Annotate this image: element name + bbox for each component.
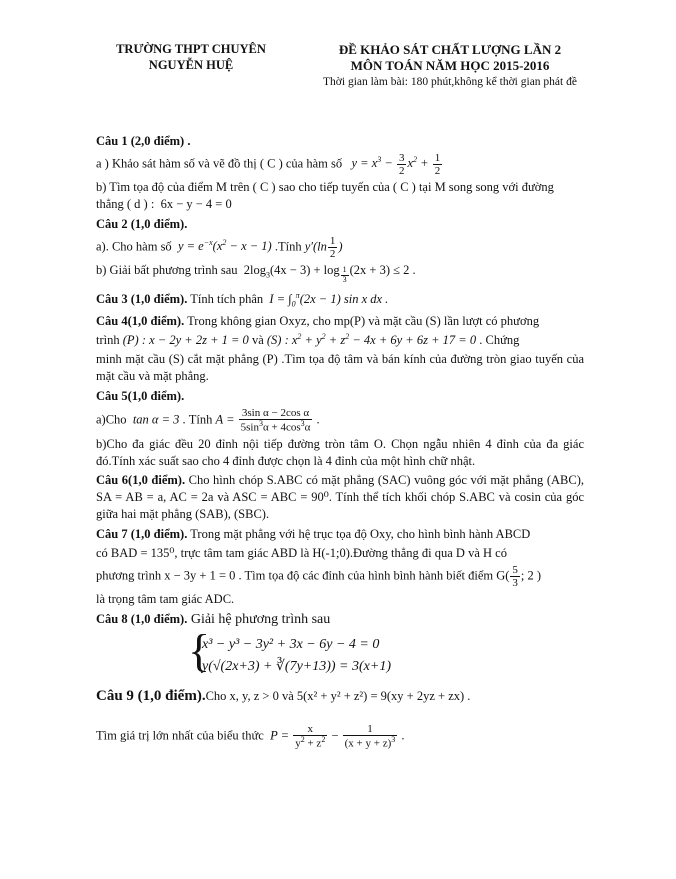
question-9	[96, 686, 584, 706]
equation-system	[188, 624, 584, 680]
question-7-text-3-prefix: phương trình x − 3y + 1 = 0 . Tìm tọa độ các đỉnh của hình bình hành biết điểm G(	[96, 568, 510, 583]
question-1b-text: b) Tìm tọa độ của điểm M trên ( C ) sao cho tiếp tuyến của ( C ) tại M song song với đường thẳng ( d ) :	[96, 180, 554, 211]
question-6-text: Cho hình chóp S.ABC có mặt phẳng (SAC) vuông góc với mặt phẳng (ABC), SA = AB = a, AC = 2a và ASC = ABC = 90⁰. Tính thể tích khối chóp S.ABC và cosin của góc giữa hai mặt phẳng (SAB), (SBC).	[96, 473, 584, 522]
question-1b	[96, 179, 584, 213]
question-2a-prefix: a). Cho hàm số	[96, 239, 172, 254]
question-5a-mid: . Tính	[182, 412, 213, 427]
question-4-text-2-tail: . Chứng	[479, 333, 520, 348]
exam-title	[300, 42, 600, 89]
question-4	[96, 313, 584, 385]
question-7-line-3: phương trình x − 3y + 1 = 0 . Tìm tọa độ các đỉnh của hình bình hành biết điểm G( $\frac{5}{3}$ ; 2 )	[96, 563, 542, 589]
question-1a: a ) Khảo sát hàm số và vẽ đồ thị ( C ) của hàm số $y = x^3$ − $\frac{3}{2}$ $x^2$ + $\frac{1}{2}$	[96, 151, 441, 177]
question-1	[96, 133, 584, 213]
question-9-find: Tìm giá trị lớn nhất của biểu thức P = $\frac{x}{y^2 + z^2}$ − $\frac{1}{(x + y + z)^3}$ .	[96, 722, 405, 750]
school-name	[96, 42, 286, 73]
question-4-text-3: minh mặt cầu (S) cắt mặt phẳng (P) .Tìm tọa độ tâm và bán kính của đường tròn giao tuyến của mặt cầu và mặt phẳng.	[96, 352, 584, 384]
question-7-text-3-tail: ; 2 )	[520, 568, 542, 583]
question-4-text-2-mid: và	[251, 333, 264, 348]
question-1b-line: 6x − y − 4 = 0	[160, 196, 232, 211]
time-note: Thời gian làm bài: 180 phút,không kể thời gian phát đề	[323, 75, 577, 88]
question-3: Câu 3 (1,0 điểm). Tính tích phân $I = \int_0^\pi(2x - 1)$ sin x dx .	[96, 290, 389, 309]
question-5a: a)Cho tan α = 3 . Tính A = $\frac{\text{3sin α − 2cos α}}{5\sin^3\alpha + 4\cos^3\alpha}$ .	[96, 406, 320, 434]
question-9-text: Cho x, y, z > 0 và 5(x² + y² + z²) = 9(xy + 2yz + zx) .	[205, 688, 471, 703]
question-8-title: Câu 8 (1,0 điểm).	[96, 611, 188, 626]
question-3-title: Câu 3 (1,0 điểm).	[96, 291, 188, 306]
question-2b-prefix: b) Giải bất phương trình sau	[96, 262, 238, 277]
question-1a-text: a ) Khảo sát hàm số và vẽ đồ thị ( C ) của hàm số	[96, 156, 343, 171]
equation-2: y(√(2x+3) + ∛(7y+13)) = 3(x+1)	[202, 658, 391, 674]
question-8-text: Giải hệ phương trình sau	[190, 611, 331, 627]
question-4-text-2-prefix: trình	[96, 333, 120, 348]
question-4-title: Câu 4(1,0 điểm).	[96, 314, 185, 329]
question-2a-tail: .Tính	[274, 239, 302, 254]
question-9-title: Câu 9 (1,0 điểm).	[96, 687, 206, 704]
question-7-text-2: có BAD = 135⁰, trực tâm tam giác ABD là H(-1;0).Đường thẳng đi qua D và H có	[96, 545, 507, 560]
question-9-find-text: Tìm giá trị lớn nhất của biểu thức	[96, 728, 264, 743]
question-8	[96, 611, 584, 680]
question-2b: b) Giải bất phương trình sau $2\log_3(4x - 3) + \log$ $_{\frac{1}{3}}$ (2x + 3) ≤ 2 .	[96, 262, 416, 285]
question-2-title: Câu 2 (1,0 điểm).	[96, 216, 188, 231]
question-7-title: Câu 7 (1,0 điểm).	[96, 527, 188, 542]
question-6-title: Câu 6(1,0 điểm).	[96, 473, 186, 488]
question-5-title: Câu 5(1,0 điểm).	[96, 388, 185, 403]
brace-icon: {	[188, 624, 211, 676]
school-line-1: TRƯỜNG THPT CHUYÊN	[116, 42, 266, 56]
question-3-text: Tính tích phân	[190, 291, 264, 306]
question-7-text-4: là trọng tâm tam giác ADC.	[96, 591, 235, 606]
title-line-2: MÔN TOÁN NĂM HỌC 2015-2016	[350, 58, 550, 74]
question-2	[96, 216, 584, 285]
title-line-1: ĐỀ KHẢO SÁT CHẤT LƯỢNG LẦN 2	[338, 42, 562, 57]
equation-1: x³ − y³ − 3y² + 3x − 6y − 4 = 0	[202, 636, 380, 652]
exam-content	[96, 130, 584, 750]
question-7	[96, 526, 584, 608]
question-5	[96, 388, 584, 469]
question-7-text-1: Trong mặt phẳng với hệ trục tọa độ Oxy, cho hình bình hành ABCD	[190, 527, 531, 542]
question-6	[96, 472, 584, 523]
question-5a-prefix: a)Cho	[96, 412, 127, 427]
school-line-2: NGUYỄN HUỆ	[148, 57, 234, 72]
question-4-equations: trình (P) : x − 2y + 2z + 1 = 0 và (S) : $x^2 + y^2 + z^2 - 4x + 6y + 6z + 17 = 0$ . Chứng	[96, 332, 520, 348]
question-1-title: Câu 1 (2,0 điểm) .	[96, 134, 191, 148]
question-2a: a). Cho hàm số $y = e^{-x}(x^2 - x - 1)$ .Tính y′(ln $\frac{1}{2}$ )	[96, 234, 343, 260]
question-5b: b)Cho đa giác đều 20 đỉnh nội tiếp đường tròn tâm O. Chọn ngẫu nhiên 4 đỉnh của đa giác đó.Tính xác suất sao cho 4 đỉnh được chọn là 4 đỉnh của một hình chữ nhật.	[96, 436, 584, 468]
question-4-text-1: Trong không gian Oxyz, cho mp(P) và mặt cầu (S) lần lượt có phương	[187, 314, 540, 329]
